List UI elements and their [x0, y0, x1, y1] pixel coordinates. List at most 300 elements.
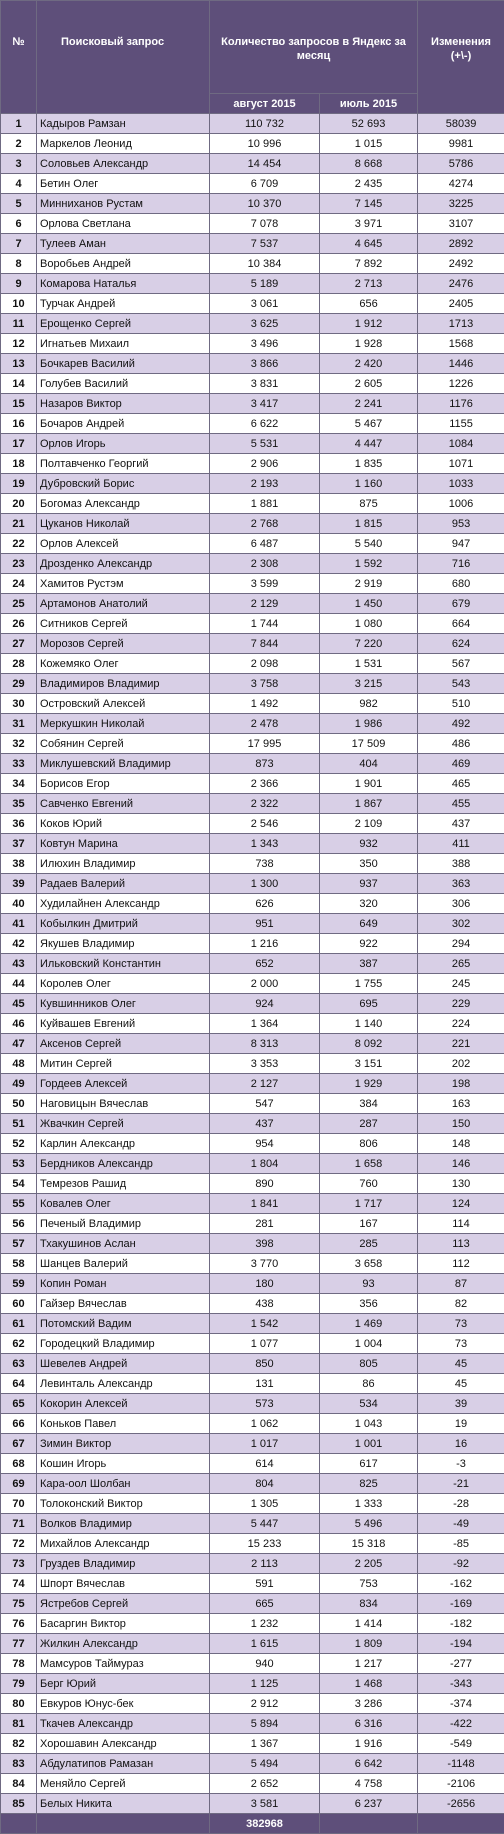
change-value: 567: [418, 654, 504, 674]
row-number: 67: [1, 1434, 37, 1454]
august-value: 7 844: [210, 634, 320, 654]
row-number: 73: [1, 1554, 37, 1574]
august-value: 2 906: [210, 454, 320, 474]
query-cell: Ерощенко Сергей: [37, 314, 210, 334]
table-row: [1, 1294, 504, 1314]
table-row: [1, 1014, 504, 1034]
change-value: -2106: [418, 1774, 504, 1794]
table-row: [1, 1734, 504, 1754]
august-value: 1 881: [210, 494, 320, 514]
table-row: [1, 1074, 504, 1094]
august-value: 1 062: [210, 1414, 320, 1434]
query-cell: Кошин Игорь: [37, 1454, 210, 1474]
change-value: -549: [418, 1734, 504, 1754]
august-value: 281: [210, 1214, 320, 1234]
row-number: 12: [1, 334, 37, 354]
august-value: 5 894: [210, 1714, 320, 1734]
august-value: 438: [210, 1294, 320, 1314]
july-value: 1 592: [320, 554, 418, 574]
change-value: -2656: [418, 1794, 504, 1814]
query-cell: Ковтун Марина: [37, 834, 210, 854]
row-number: 43: [1, 954, 37, 974]
july-value: 8 092: [320, 1034, 418, 1054]
row-number: 72: [1, 1534, 37, 1554]
august-value: 5 494: [210, 1754, 320, 1774]
query-cell: Комарова Наталья: [37, 274, 210, 294]
july-value: 695: [320, 994, 418, 1014]
change-value: 388: [418, 854, 504, 874]
july-value: 320: [320, 894, 418, 914]
july-value: 1 450: [320, 594, 418, 614]
july-value: 1 004: [320, 1334, 418, 1354]
change-value: 113: [418, 1234, 504, 1254]
row-number: 81: [1, 1714, 37, 1734]
row-number: 5: [1, 194, 37, 214]
change-value: -28: [418, 1494, 504, 1514]
july-value: 1 080: [320, 614, 418, 634]
change-value: 1155: [418, 414, 504, 434]
change-value: -162: [418, 1574, 504, 1594]
table-row: [1, 1034, 504, 1054]
august-value: 1 077: [210, 1334, 320, 1354]
row-number: 52: [1, 1134, 37, 1154]
august-value: 1 492: [210, 694, 320, 714]
row-number: 10: [1, 294, 37, 314]
row-number: 56: [1, 1214, 37, 1234]
row-number: 40: [1, 894, 37, 914]
august-value: 924: [210, 994, 320, 1014]
row-number: 19: [1, 474, 37, 494]
table-row: [1, 854, 504, 874]
row-number: 23: [1, 554, 37, 574]
query-cell: Морозов Сергей: [37, 634, 210, 654]
total-spacer: [320, 1814, 418, 1834]
august-value: 10 996: [210, 134, 320, 154]
row-number: 14: [1, 374, 37, 394]
row-number: 28: [1, 654, 37, 674]
august-value: 1 364: [210, 1014, 320, 1034]
august-value: 1 744: [210, 614, 320, 634]
july-value: 932: [320, 834, 418, 854]
change-value: -169: [418, 1594, 504, 1614]
august-value: 2 113: [210, 1554, 320, 1574]
table-row: [1, 454, 504, 474]
table-row: [1, 1674, 504, 1694]
change-value: 1084: [418, 434, 504, 454]
query-cell: Гордеев Алексей: [37, 1074, 210, 1094]
august-value: 1 804: [210, 1154, 320, 1174]
change-value: 716: [418, 554, 504, 574]
table-row: [1, 1114, 504, 1134]
august-value: 2 193: [210, 474, 320, 494]
table-row: [1, 714, 504, 734]
july-value: 875: [320, 494, 418, 514]
query-cell: Кожемяко Олег: [37, 654, 210, 674]
query-cell: Шанцев Валерий: [37, 1254, 210, 1274]
query-cell: Турчак Андрей: [37, 294, 210, 314]
row-number: 38: [1, 854, 37, 874]
august-value: 1 017: [210, 1434, 320, 1454]
query-cell: Бочкарев Василий: [37, 354, 210, 374]
query-cell: Михайлов Александр: [37, 1534, 210, 1554]
august-value: 951: [210, 914, 320, 934]
row-number: 2: [1, 134, 37, 154]
change-value: -182: [418, 1614, 504, 1634]
change-value: 73: [418, 1334, 504, 1354]
row-number: 29: [1, 674, 37, 694]
query-cell: Орлова Светлана: [37, 214, 210, 234]
row-number: 59: [1, 1274, 37, 1294]
july-value: 2 713: [320, 274, 418, 294]
change-value: 679: [418, 594, 504, 614]
july-value: 1 333: [320, 1494, 418, 1514]
row-number: 61: [1, 1314, 37, 1334]
change-value: 19: [418, 1414, 504, 1434]
july-value: 5 467: [320, 414, 418, 434]
august-value: 10 384: [210, 254, 320, 274]
row-number: 45: [1, 994, 37, 1014]
july-value: 287: [320, 1114, 418, 1134]
query-cell: Берг Юрий: [37, 1674, 210, 1694]
july-value: 1 043: [320, 1414, 418, 1434]
table-row: [1, 794, 504, 814]
july-value: 1 531: [320, 654, 418, 674]
change-value: 87: [418, 1274, 504, 1294]
row-number: 68: [1, 1454, 37, 1474]
change-value: 229: [418, 994, 504, 1014]
change-value: -194: [418, 1634, 504, 1654]
august-value: 1 343: [210, 834, 320, 854]
query-cell: Меняйло Сергей: [37, 1774, 210, 1794]
august-value: 2 129: [210, 594, 320, 614]
july-value: 1 658: [320, 1154, 418, 1174]
row-number: 64: [1, 1374, 37, 1394]
table-row: [1, 1314, 504, 1334]
table-row: [1, 1414, 504, 1434]
july-value: 825: [320, 1474, 418, 1494]
august-value: 665: [210, 1594, 320, 1614]
row-number: 20: [1, 494, 37, 514]
july-value: 2 109: [320, 814, 418, 834]
row-number: 58: [1, 1254, 37, 1274]
query-cell: Хорошавин Александр: [37, 1734, 210, 1754]
august-value: 10 370: [210, 194, 320, 214]
query-cell: Мамсуров Таймураз: [37, 1654, 210, 1674]
july-value: 350: [320, 854, 418, 874]
query-cell: Ткачев Александр: [37, 1714, 210, 1734]
query-cell: Аксенов Сергей: [37, 1034, 210, 1054]
query-cell: Гайзер Вячеслав: [37, 1294, 210, 1314]
query-cell: Темрезов Рашид: [37, 1174, 210, 1194]
july-value: 834: [320, 1594, 418, 1614]
table-row: [1, 1614, 504, 1634]
query-cell: Худилайнен Александр: [37, 894, 210, 914]
row-number: 85: [1, 1794, 37, 1814]
table-row: [1, 1794, 504, 1814]
august-value: 850: [210, 1354, 320, 1374]
change-value: 163: [418, 1094, 504, 1114]
row-number: 25: [1, 594, 37, 614]
change-value: 73: [418, 1314, 504, 1334]
august-value: 7 078: [210, 214, 320, 234]
august-value: 873: [210, 754, 320, 774]
change-value: -422: [418, 1714, 504, 1734]
query-cell: Груздев Владимир: [37, 1554, 210, 1574]
august-value: 738: [210, 854, 320, 874]
table-row: [1, 514, 504, 534]
change-value: 1176: [418, 394, 504, 414]
row-number: 26: [1, 614, 37, 634]
august-value: 180: [210, 1274, 320, 1294]
change-value: 469: [418, 754, 504, 774]
july-value: 1 717: [320, 1194, 418, 1214]
august-value: 3 866: [210, 354, 320, 374]
change-value: 2476: [418, 274, 504, 294]
change-value: 543: [418, 674, 504, 694]
table-row: [1, 734, 504, 754]
change-value: 39: [418, 1394, 504, 1414]
august-value: 1 841: [210, 1194, 320, 1214]
query-cell: Артамонов Анатолий: [37, 594, 210, 614]
row-number: 11: [1, 314, 37, 334]
july-value: 534: [320, 1394, 418, 1414]
row-number: 84: [1, 1774, 37, 1794]
table-row: [1, 994, 504, 1014]
query-cell: Орлов Алексей: [37, 534, 210, 554]
august-value: 573: [210, 1394, 320, 1414]
july-value: 8 668: [320, 154, 418, 174]
august-value: 2 098: [210, 654, 320, 674]
august-value: 5 447: [210, 1514, 320, 1534]
total-spacer: [1, 1814, 37, 1834]
august-value: 2 366: [210, 774, 320, 794]
change-value: 1033: [418, 474, 504, 494]
row-number: 39: [1, 874, 37, 894]
row-number: 15: [1, 394, 37, 414]
july-value: 982: [320, 694, 418, 714]
table-row: [1, 914, 504, 934]
query-cell: Коньков Павел: [37, 1414, 210, 1434]
row-number: 63: [1, 1354, 37, 1374]
august-value: 652: [210, 954, 320, 974]
august-value: 2 308: [210, 554, 320, 574]
change-value: -3: [418, 1454, 504, 1474]
table-row: [1, 874, 504, 894]
august-value: 1 216: [210, 934, 320, 954]
table-row: [1, 894, 504, 914]
table-row: [1, 494, 504, 514]
table-row: [1, 1754, 504, 1774]
july-value: 1 901: [320, 774, 418, 794]
table-row: [1, 254, 504, 274]
col-change-header: Изменения (+\-): [418, 1, 504, 114]
change-value: 1568: [418, 334, 504, 354]
table-row: [1, 394, 504, 414]
change-value: 1446: [418, 354, 504, 374]
query-cell: Толоконский Виктор: [37, 1494, 210, 1514]
table-row: [1, 354, 504, 374]
row-number: 35: [1, 794, 37, 814]
august-value: 1 615: [210, 1634, 320, 1654]
august-value: 110 732: [210, 114, 320, 134]
row-number: 79: [1, 1674, 37, 1694]
table-row: [1, 274, 504, 294]
table-row: [1, 634, 504, 654]
july-value: 760: [320, 1174, 418, 1194]
row-number: 33: [1, 754, 37, 774]
query-cell: Меркушкин Николай: [37, 714, 210, 734]
row-number: 34: [1, 774, 37, 794]
july-value: 1 015: [320, 134, 418, 154]
change-value: 112: [418, 1254, 504, 1274]
row-number: 41: [1, 914, 37, 934]
table-row: [1, 554, 504, 574]
row-number: 70: [1, 1494, 37, 1514]
table-row: [1, 1214, 504, 1234]
table-row: [1, 574, 504, 594]
august-value: 3 770: [210, 1254, 320, 1274]
col-august-header: август 2015: [210, 94, 320, 114]
row-number: 31: [1, 714, 37, 734]
table-row: [1, 1394, 504, 1414]
row-number: 47: [1, 1034, 37, 1054]
table-row: [1, 334, 504, 354]
table-row: [1, 674, 504, 694]
table-row: [1, 1194, 504, 1214]
change-value: 3225: [418, 194, 504, 214]
july-value: 404: [320, 754, 418, 774]
query-cell: Бочаров Андрей: [37, 414, 210, 434]
table-row: [1, 1634, 504, 1654]
query-cell: Митин Сергей: [37, 1054, 210, 1074]
change-value: 2892: [418, 234, 504, 254]
table-row: [1, 194, 504, 214]
query-cell: Левинталь Александр: [37, 1374, 210, 1394]
table-row: [1, 294, 504, 314]
table-row: [1, 814, 504, 834]
august-value: 3 353: [210, 1054, 320, 1074]
change-value: 455: [418, 794, 504, 814]
july-value: 1 217: [320, 1654, 418, 1674]
query-cell: Бердников Александр: [37, 1154, 210, 1174]
row-number: 18: [1, 454, 37, 474]
july-value: 753: [320, 1574, 418, 1594]
query-cell: Тхакушинов Аслан: [37, 1234, 210, 1254]
july-value: 2 435: [320, 174, 418, 194]
query-cell: Хамитов Рустэм: [37, 574, 210, 594]
query-cell: Печеный Владимир: [37, 1214, 210, 1234]
row-number: 66: [1, 1414, 37, 1434]
query-cell: Минниханов Рустам: [37, 194, 210, 214]
july-value: 1 912: [320, 314, 418, 334]
july-value: 922: [320, 934, 418, 954]
table-row: [1, 834, 504, 854]
table-row: [1, 1334, 504, 1354]
change-value: 3107: [418, 214, 504, 234]
change-value: -277: [418, 1654, 504, 1674]
row-number: 54: [1, 1174, 37, 1194]
july-value: 656: [320, 294, 418, 314]
table-row: [1, 1514, 504, 1534]
july-value: 2 605: [320, 374, 418, 394]
row-number: 55: [1, 1194, 37, 1214]
table-row: [1, 1594, 504, 1614]
change-value: 150: [418, 1114, 504, 1134]
july-value: 1 835: [320, 454, 418, 474]
july-value: 7 220: [320, 634, 418, 654]
july-value: 1 867: [320, 794, 418, 814]
row-number: 1: [1, 114, 37, 134]
july-value: 2 205: [320, 1554, 418, 1574]
august-value: 890: [210, 1174, 320, 1194]
change-value: 1071: [418, 454, 504, 474]
change-value: 2405: [418, 294, 504, 314]
august-value: 15 233: [210, 1534, 320, 1554]
row-number: 17: [1, 434, 37, 454]
table-row: [1, 154, 504, 174]
august-value: 1 232: [210, 1614, 320, 1634]
query-cell: Орлов Игорь: [37, 434, 210, 454]
query-cell: Городецкий Владимир: [37, 1334, 210, 1354]
change-value: 45: [418, 1374, 504, 1394]
row-number: 22: [1, 534, 37, 554]
table-row: [1, 974, 504, 994]
row-number: 76: [1, 1614, 37, 1634]
july-value: 1 815: [320, 514, 418, 534]
change-value: 124: [418, 1194, 504, 1214]
query-cell: Островский Алексей: [37, 694, 210, 714]
july-value: 1 160: [320, 474, 418, 494]
change-value: -85: [418, 1534, 504, 1554]
query-cell: Ястребов Сергей: [37, 1594, 210, 1614]
table-row: [1, 1454, 504, 1474]
july-value: 1 809: [320, 1634, 418, 1654]
change-value: 486: [418, 734, 504, 754]
row-number: 21: [1, 514, 37, 534]
july-value: 5 540: [320, 534, 418, 554]
table-row: [1, 1434, 504, 1454]
change-value: 306: [418, 894, 504, 914]
table-row: [1, 174, 504, 194]
august-value: 17 995: [210, 734, 320, 754]
row-number: 77: [1, 1634, 37, 1654]
table-row: [1, 214, 504, 234]
row-number: 82: [1, 1734, 37, 1754]
row-number: 80: [1, 1694, 37, 1714]
july-value: 3 286: [320, 1694, 418, 1714]
july-value: 6 642: [320, 1754, 418, 1774]
august-value: 6 709: [210, 174, 320, 194]
query-cell: Игнатьев Михаил: [37, 334, 210, 354]
query-cell: Зимин Виктор: [37, 1434, 210, 1454]
august-value: 2 912: [210, 1694, 320, 1714]
table-row: [1, 134, 504, 154]
row-number: 57: [1, 1234, 37, 1254]
change-value: -374: [418, 1694, 504, 1714]
change-value: 1006: [418, 494, 504, 514]
query-cell: Ильковский Константин: [37, 954, 210, 974]
july-value: 2 241: [320, 394, 418, 414]
july-value: 4 758: [320, 1774, 418, 1794]
change-value: -49: [418, 1514, 504, 1534]
change-value: 16: [418, 1434, 504, 1454]
change-value: 680: [418, 574, 504, 594]
august-value: 2 000: [210, 974, 320, 994]
query-cell: Соловьев Александр: [37, 154, 210, 174]
august-value: 398: [210, 1234, 320, 1254]
change-value: 146: [418, 1154, 504, 1174]
july-value: 6 316: [320, 1714, 418, 1734]
